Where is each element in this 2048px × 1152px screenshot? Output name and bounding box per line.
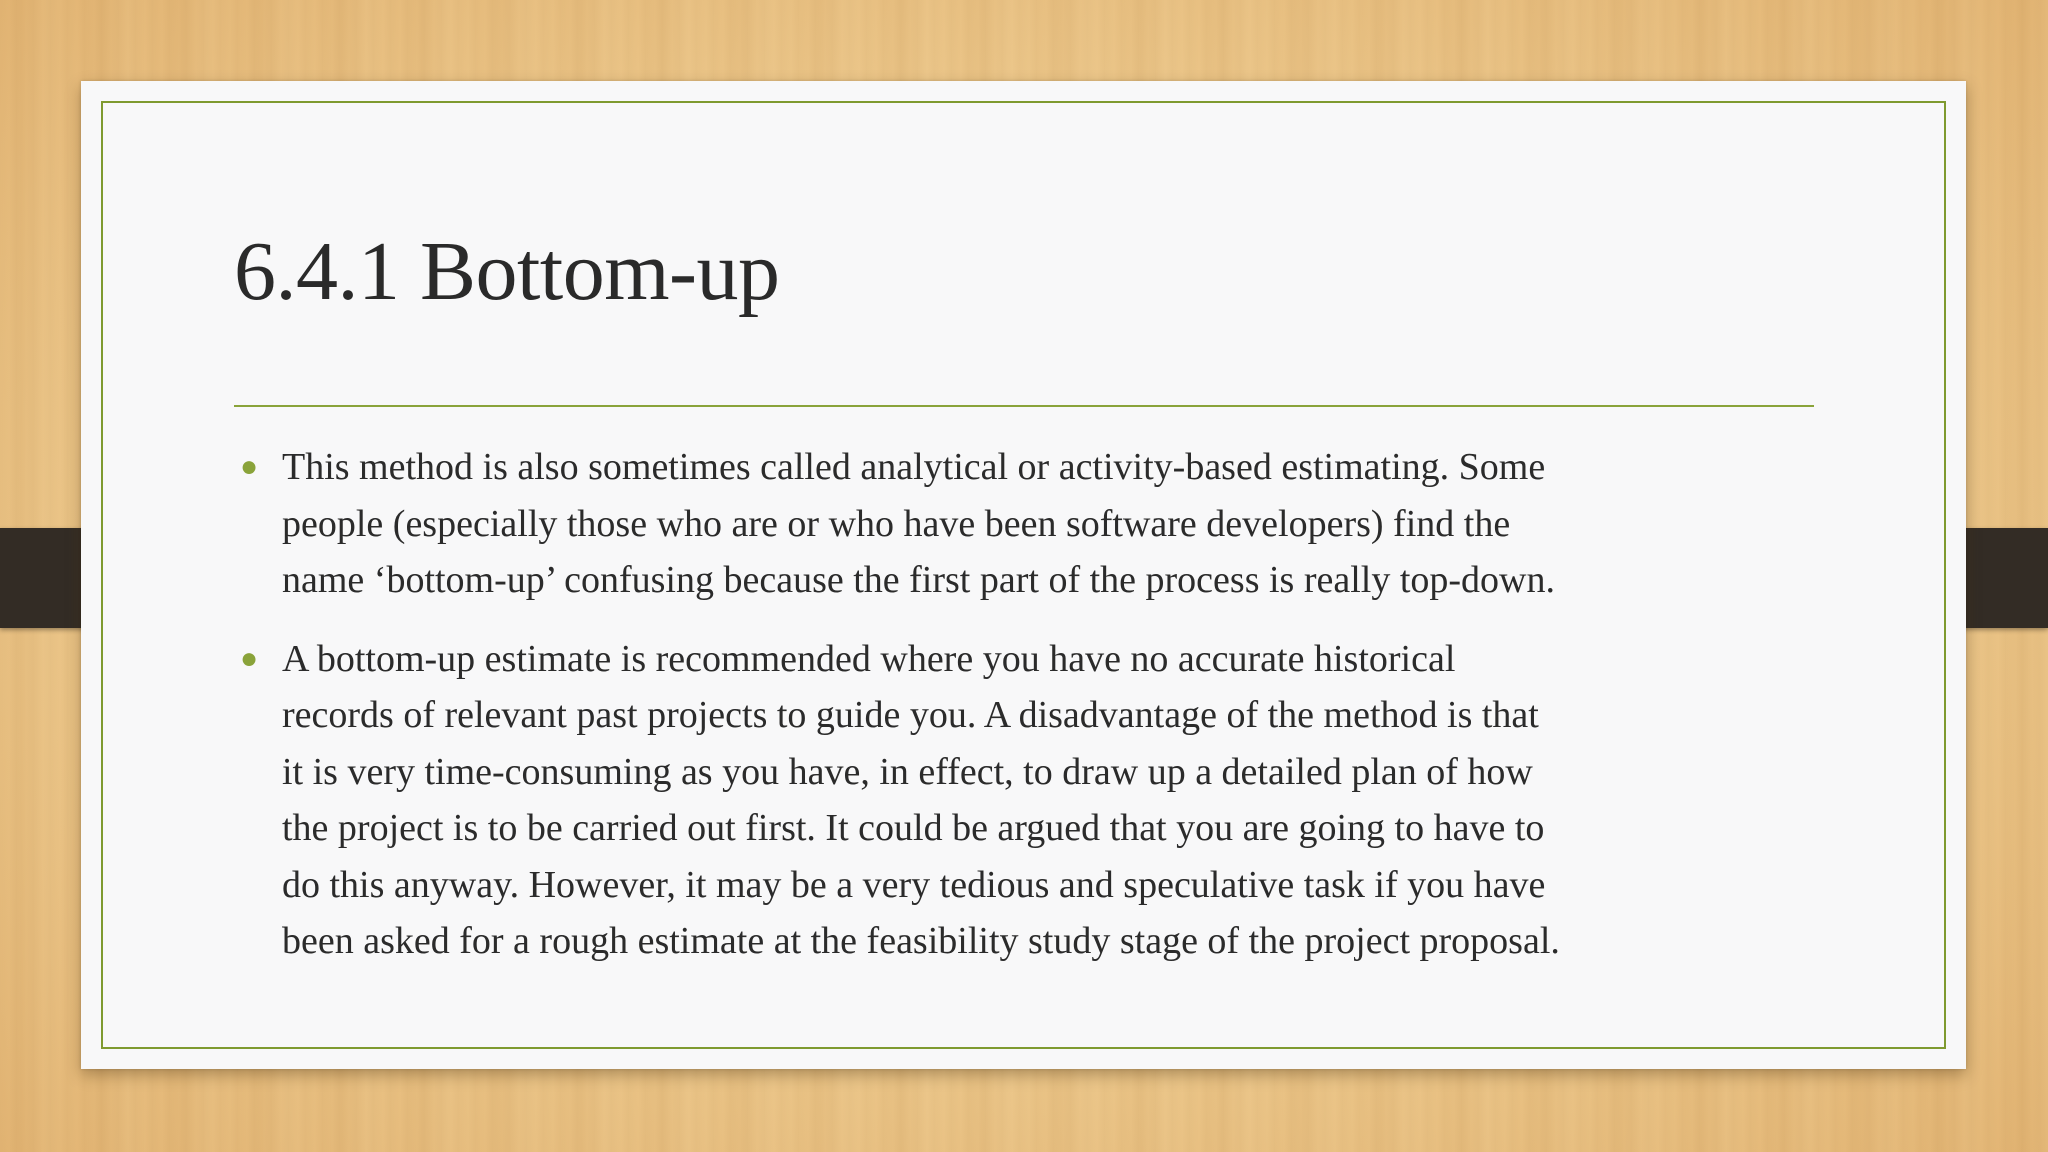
bullet-text-line: do this anyway. However, it may be a very tedious and speculative task if you have	[282, 863, 1546, 906]
bullet-list	[234, 439, 1834, 992]
bullet-text-line: people (especially those who are or who have been software developers) find the	[282, 502, 1511, 545]
bullet-text-line: it is very time-consuming as you have, in effect, to draw up a detailed plan of how	[282, 750, 1533, 793]
title-divider	[234, 405, 1814, 407]
bullet-item	[234, 631, 1834, 970]
slide-card	[81, 81, 1966, 1069]
bullet-text-line: been asked for a rough estimate at the feasibility study stage of the project proposal.	[282, 920, 1560, 962]
bullet-dot-icon: ●	[240, 450, 259, 483]
bullet-text-line: records of relevant past projects to guide you. A disadvantage of the method is that	[282, 694, 1539, 736]
bullet-text-line: name ‘bottom-up’ confusing because the first part of the process is really top-down.	[282, 559, 1555, 601]
bullet-item	[234, 439, 1834, 609]
bullet-text-line: This method is also sometimes called analytical or activity-based estimating. Some	[282, 446, 1546, 488]
bullet-text-line: the project is to be carried out first. It could be argued that you are going to have to	[282, 807, 1545, 849]
bullet-text-line: A bottom-up estimate is recommended where you have no accurate historical	[282, 637, 1456, 680]
slide-title: 6.4.1 Bottom-up	[234, 225, 780, 318]
bullet-dot-icon: ●	[240, 641, 259, 675]
